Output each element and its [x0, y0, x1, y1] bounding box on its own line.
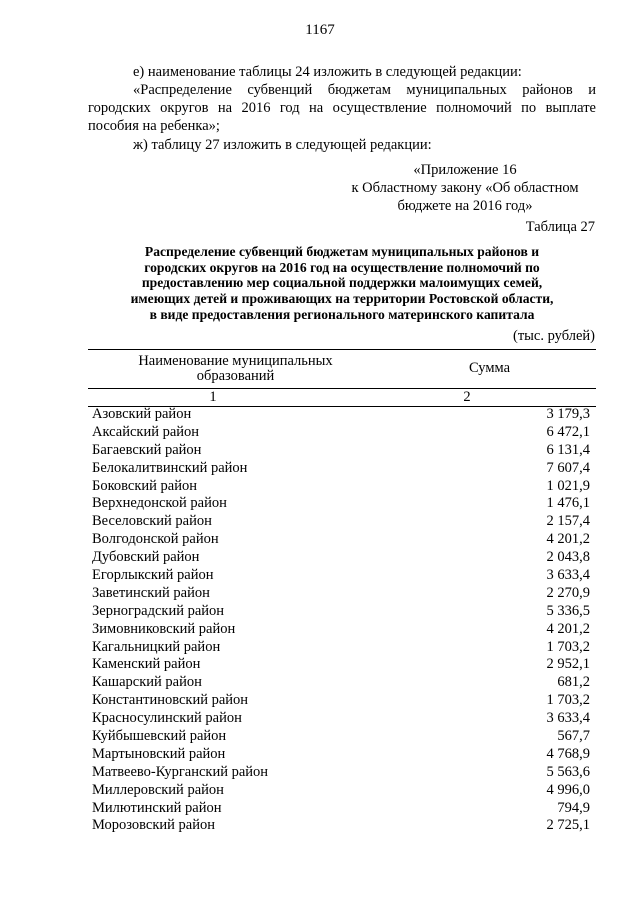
amount-value: 3 179,3 [546, 406, 590, 422]
municipality-name: Боковский район [92, 477, 197, 494]
amount-value: 6 472,1 [546, 423, 590, 440]
paragraph-table24-title: «Распределение субвенций бюджетам муниципальных районов и городских округов на 2016 год на осуществление полномочий по выплате пособия на ребенка»; [88, 82, 596, 134]
amount-value: 794,9 [557, 799, 590, 816]
header-municipality [88, 350, 383, 388]
amount-value: 4 996,0 [546, 781, 590, 798]
amount-value: 2 157,4 [546, 513, 590, 530]
municipality-name: Куйбышевский район [92, 728, 227, 745]
municipality-name: Веселовский район [92, 513, 212, 530]
amount-value: 2 725,1 [546, 817, 590, 834]
table-row [92, 531, 590, 549]
table-title-line-5: в виде предоставления регионального материнского капитала [149, 306, 535, 322]
municipality-name: Азовский район [92, 406, 192, 422]
amount-value: 7 607,4 [546, 459, 590, 476]
appendix-line-3: бюджете на 2016 год» [397, 198, 533, 214]
municipality-name: Белокалитвинский район [92, 459, 248, 476]
table-header [88, 349, 596, 407]
municipality-name: Морозовский район [92, 817, 216, 834]
municipality-name: Заветинский район [92, 584, 210, 601]
table-row [92, 585, 590, 603]
municipality-name: Волгодонской район [92, 531, 219, 548]
table-row [92, 442, 590, 460]
table-row [92, 495, 590, 513]
header-municipality-line-2: образований [196, 368, 275, 384]
paragraph-zh: ж) таблицу 27 изложить в следующей редакции: [133, 137, 432, 153]
table-row [92, 728, 590, 746]
table-title [92, 244, 592, 323]
appendix-reference [335, 161, 595, 215]
column-number-2: 2 [463, 389, 471, 405]
municipality-name: Матвеево-Курганский район [92, 763, 269, 780]
municipality-name: Кашарский район [92, 674, 202, 691]
table-number: Таблица 27 [525, 219, 595, 235]
amount-value: 3 633,4 [546, 567, 590, 584]
amount-value: 1 703,2 [546, 638, 590, 655]
table-row [92, 710, 590, 728]
municipality-name: Верхнедонской район [92, 495, 227, 512]
paragraph-e: е) наименование таблицы 24 изложить в следующей редакции: [133, 64, 522, 80]
amount-value: 1 703,2 [546, 692, 590, 709]
municipality-name: Егорлыкский район [92, 567, 214, 584]
table-row [92, 513, 590, 531]
header-municipality-line-1: Наименование муниципальных [138, 353, 333, 369]
municipality-name: Милютинский район [92, 799, 222, 816]
table-row [92, 746, 590, 764]
column-number-1: 1 [209, 389, 217, 405]
table-row [92, 549, 590, 567]
amount-value: 567,7 [557, 728, 590, 745]
municipality-name: Дубовский район [92, 549, 200, 566]
table-row [92, 764, 590, 782]
table-row [92, 800, 590, 818]
municipality-name: Миллеровский район [92, 781, 224, 798]
table-row [92, 656, 590, 674]
table-row [92, 782, 590, 800]
table-row [92, 692, 590, 710]
amount-value: 4 768,9 [546, 745, 590, 762]
municipality-name: Зимовниковский район [92, 620, 236, 637]
municipality-name: Зерноградский район [92, 602, 225, 619]
amount-value: 681,2 [557, 674, 590, 691]
municipality-name: Кагальницкий район [92, 638, 221, 655]
units-label: (тыс. рублей) [513, 328, 595, 344]
municipality-name: Аксайский район [92, 423, 200, 440]
table-row [92, 603, 590, 621]
header-amount: Сумма [468, 360, 511, 376]
amount-value: 2 043,8 [546, 549, 590, 566]
municipality-name: Мартыновский район [92, 745, 226, 762]
table-row [92, 406, 590, 424]
appendix-line-1: «Приложение 16 [413, 162, 517, 178]
table-title-line-3: предоставлению мер социальной поддержки малоимущих семей, [141, 275, 543, 291]
amount-value: 4 201,2 [546, 531, 590, 548]
header-row [88, 349, 596, 389]
table-title-line-1: Распределение субвенций бюджетам муниципальных районов и [144, 244, 540, 259]
municipality-name: Багаевский район [92, 441, 202, 458]
table-row [92, 460, 590, 478]
amount-value: 4 201,2 [546, 620, 590, 637]
table-title-line-2: городских округов на 2016 год на осуществление полномочий по [144, 259, 540, 275]
table-row [92, 621, 590, 639]
municipality-name: Красносулинский район [92, 710, 242, 727]
table-row [92, 567, 590, 585]
municipality-name: Каменский район [92, 656, 201, 673]
amount-value: 5 563,6 [546, 763, 590, 780]
table-row [92, 674, 590, 692]
municipality-name: Константиновский район [92, 692, 249, 709]
table-row [92, 478, 590, 496]
amount-value: 2 952,1 [546, 656, 590, 673]
amount-value: 3 633,4 [546, 710, 590, 727]
column-number-row [88, 389, 596, 407]
table-body [92, 406, 590, 835]
amount-value: 2 270,9 [546, 584, 590, 601]
table-row [92, 424, 590, 442]
table-row [92, 639, 590, 657]
amount-value: 6 131,4 [546, 441, 590, 458]
table-row [92, 817, 590, 835]
page-number: 1167 [305, 22, 335, 38]
amount-value: 1 476,1 [546, 495, 590, 512]
amount-value: 1 021,9 [546, 477, 590, 494]
table-title-line-4: имеющих детей и проживающих на территории Ростовской области, [130, 291, 554, 307]
amount-value: 5 336,5 [546, 602, 590, 619]
appendix-line-2: к Областному закону «Об областном [351, 180, 579, 196]
